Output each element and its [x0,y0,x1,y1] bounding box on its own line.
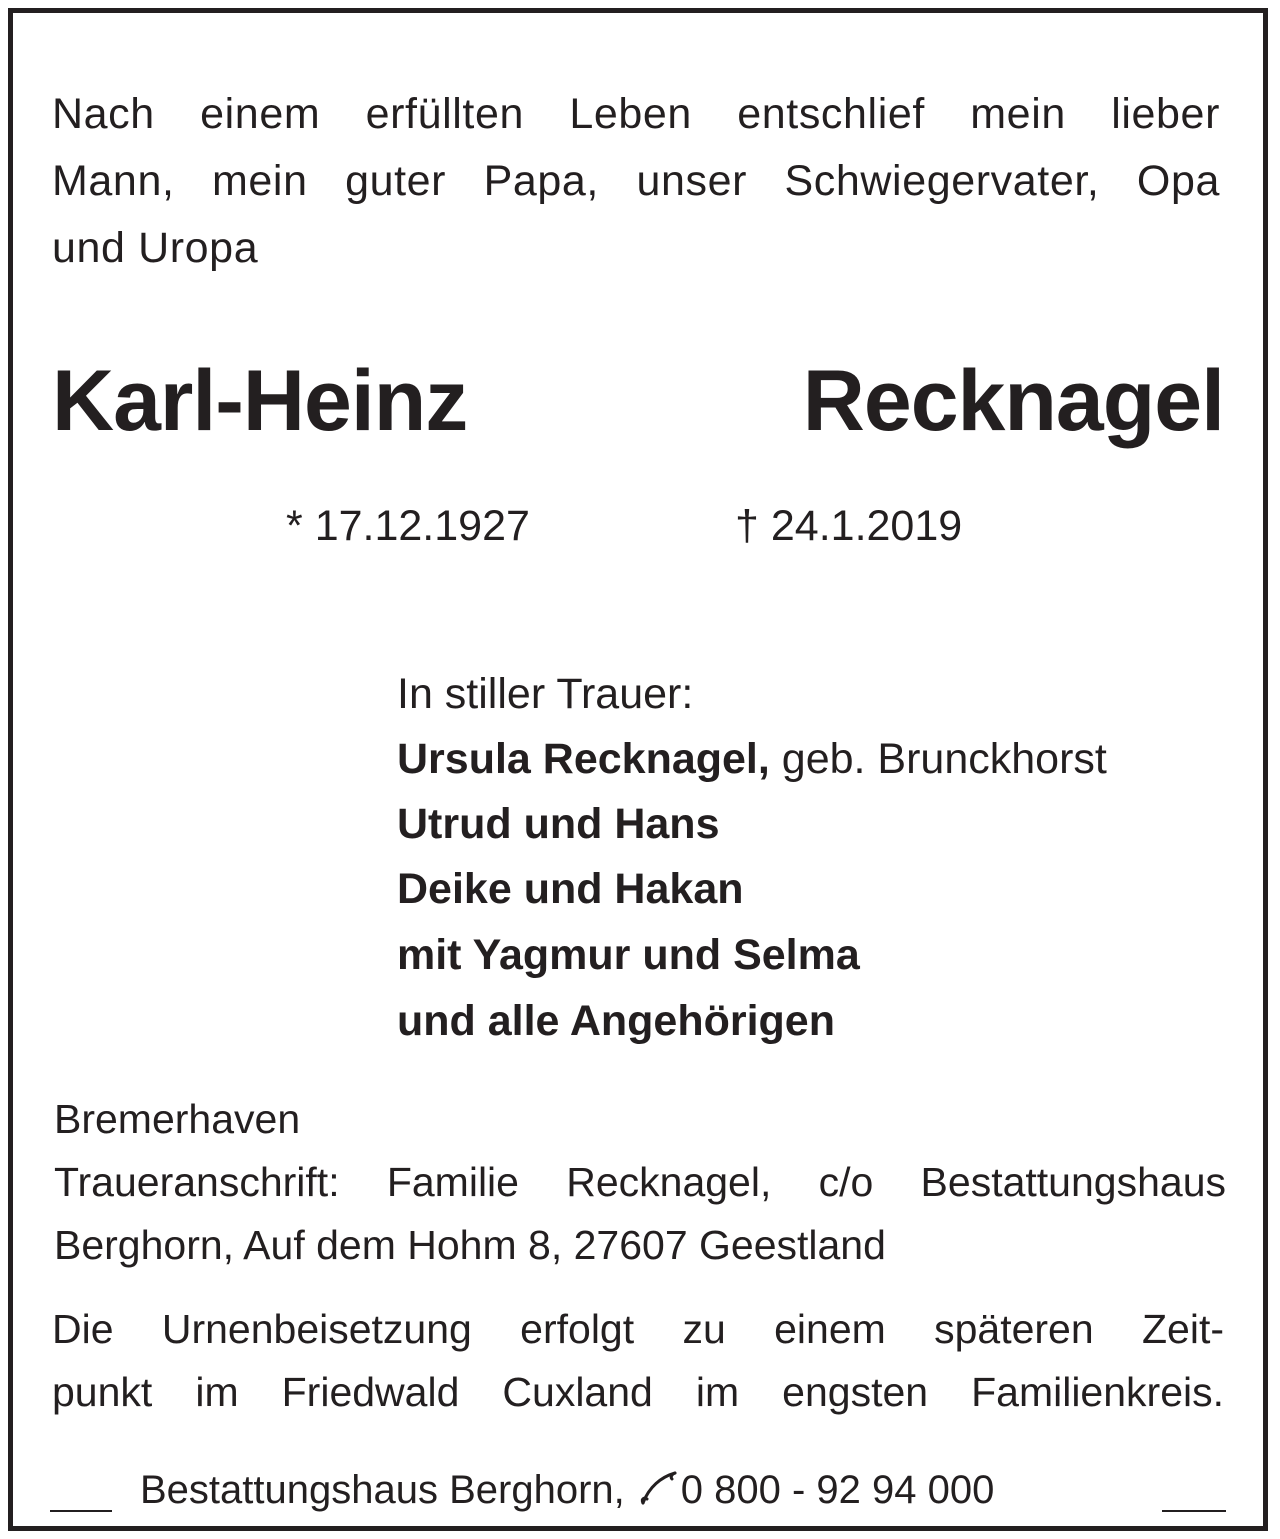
death-symbol: † [735,502,759,550]
death-date: 24.1.2019 [770,502,963,550]
notice-line-2: punkt im Friedwald Cuxland im engsten Familienkreis. [52,1369,1224,1415]
notice-line-1: Die Urnenbeisetzung erfolgt zu einem späteren Zeit- [52,1306,1224,1352]
city: Bremerhaven [54,1096,301,1142]
intro-line-1: Nach einem erfüllten Leben entschlief mein lieber [52,90,1220,138]
birth-date: 17.12.1927 [314,502,530,550]
phone-number: 0 800 - 92 94 000 [680,1468,995,1512]
footer-rule-left [50,1510,112,1512]
address-line-1: Traueranschrift: Familie Recknagel, c/o Bestattungshaus [54,1159,1226,1205]
mourner-line-3: Deike und Hakan [397,865,744,913]
mourners-heading: In stiller Trauer: [397,670,694,718]
phone-icon [639,1469,679,1517]
footer-rule-right [1162,1510,1226,1512]
footer-contact [140,1468,994,1517]
birth-date-row [286,502,530,551]
mourner-widow [397,735,1107,784]
widow-maiden-name: geb. Brunckhorst [781,735,1107,783]
mourner-line-5: und alle Angehörigen [397,997,835,1045]
mourner-line-4: mit Yagmur und Selma [397,931,860,979]
death-date-row [735,502,962,551]
birth-symbol: * [286,502,303,550]
deceased-name: Karl-Heinz Recknagel [52,353,1224,449]
widow-name: Ursula Recknagel, [397,735,770,783]
intro-line-2: Mann, mein guter Papa, unser Schwiegervater, Opa [52,157,1220,205]
address-line-2: Berghorn, Auf dem Hohm 8, 27607 Geestland [54,1222,886,1268]
intro-line-3: und Uropa [52,224,259,272]
undertaker-name: Bestattungshaus Berghorn, [140,1468,625,1512]
mourner-line-2: Utrud und Hans [397,800,720,848]
